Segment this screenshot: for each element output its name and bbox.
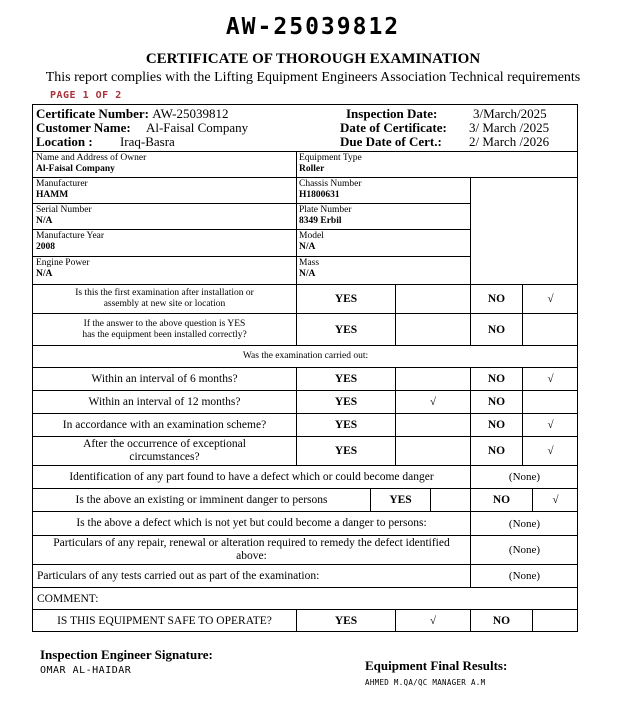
chassis-value: H1800631	[299, 190, 340, 200]
six-months-yes: YES	[334, 373, 358, 385]
safe-yes-tick: √	[429, 615, 437, 627]
installed-line-2: has the equipment been installed correctly?	[82, 329, 247, 340]
six-months-question: Within an interval of 6 months?	[91, 372, 238, 385]
installed-yes: YES	[334, 323, 358, 336]
plate-label: Plate Number	[299, 205, 352, 215]
model-cell	[299, 231, 324, 253]
signature-label: Inspection Engineer Signature:	[40, 647, 213, 662]
exceptional-question	[33, 437, 296, 465]
equipment-type-cell	[299, 153, 362, 175]
final-results-value: AHMED M.QA/QC MANAGER A.M	[365, 678, 486, 687]
scheme-no-tick: √	[547, 419, 554, 431]
location-label: Location :	[36, 134, 93, 149]
cert-number-value: AW-25039812	[152, 106, 229, 121]
due-date-label: Due Date of Cert.:	[340, 134, 442, 149]
first-exam-line-1: Is this the first examination after installation or	[75, 288, 254, 298]
repair-answer: (None)	[508, 544, 541, 556]
defect-id-answer: (None)	[508, 471, 541, 483]
manufacturer-value: HAMM	[36, 190, 69, 200]
equipment-type-label: Equipment Type	[299, 153, 362, 163]
safe-no: NO	[492, 615, 511, 627]
installed-no: NO	[487, 323, 506, 336]
owner-cell	[36, 153, 146, 175]
power-value: N/A	[36, 269, 53, 279]
tests-answer: (None)	[508, 570, 541, 582]
document-title: CERTIFICATE OF THOROUGH EXAMINATION	[145, 51, 481, 67]
final-results-label: Equipment Final Results:	[365, 658, 508, 673]
page-number: PAGE 1 OF 2	[50, 90, 122, 101]
first-exam-line-2: assembly at new site or location	[103, 299, 226, 309]
danger-question: Is the above an existing or imminent danger to persons	[75, 493, 328, 506]
signature-name: OMAR AL-HAIDAR	[40, 665, 132, 676]
twelve-months-yes-tick: √	[429, 396, 437, 408]
exceptional-line-1: After the occurrence of exceptional	[83, 438, 246, 450]
danger-no-tick: √	[552, 494, 559, 506]
twelve-months-question: Within an interval of 12 months?	[88, 395, 241, 408]
scheme-no: NO	[487, 419, 506, 431]
repair-question	[33, 536, 470, 564]
exceptional-no-tick: √	[547, 445, 554, 457]
power-label: Engine Power	[36, 258, 90, 268]
repair-line-1: Particulars of any repair, renewal or alteration required to remedy the defect identified	[53, 537, 450, 549]
twelve-months-yes: YES	[334, 396, 358, 408]
first-exam-no-tick: √	[547, 293, 554, 305]
exceptional-yes: YES	[334, 445, 358, 457]
cert-number-label: Certificate Number:	[36, 106, 149, 121]
safe-question: IS THIS EQUIPMENT SAFE TO OPERATE?	[57, 614, 272, 627]
customer-row	[36, 121, 248, 135]
comment-field: COMMENT:	[37, 592, 99, 605]
tests-question: Particulars of any tests carried out as part of the examination:	[37, 570, 320, 582]
location-value: Iraq-Basra	[119, 134, 175, 149]
first-exam-question	[33, 285, 296, 313]
mass-cell	[299, 258, 319, 280]
serial-cell	[36, 205, 92, 227]
year-label: Manufacture Year	[36, 231, 105, 241]
inspection-date-value: 3/March/2025	[473, 106, 547, 121]
customer-label: Customer Name:	[36, 120, 131, 135]
installed-question	[33, 314, 296, 345]
chassis-label: Chassis Number	[299, 179, 362, 189]
cert-date-label: Date of Certificate:	[340, 120, 447, 135]
manufacturer-label: Manufacturer	[36, 179, 88, 189]
mass-label: Mass	[299, 258, 320, 268]
safe-yes: YES	[334, 615, 358, 627]
six-months-no: NO	[487, 373, 506, 385]
equipment-type-value: Roller	[299, 164, 325, 174]
document-subtitle: This report complies with the Lifting Equipment Engineers Association Technical requirements	[45, 70, 581, 85]
carried-out-heading: Was the examination carried out:	[242, 351, 369, 361]
plate-value: 8349 Erbil	[299, 216, 342, 226]
defect-id-question: Identification of any part found to have a defect which or could become danger	[69, 470, 434, 483]
customer-value: Al-Faisal Company	[145, 120, 249, 135]
owner-value: Al-Faisal Company	[36, 164, 115, 174]
power-cell	[36, 258, 90, 280]
year-cell	[36, 231, 104, 253]
danger-no: NO	[492, 494, 511, 506]
serial-label: Serial Number	[36, 205, 92, 215]
danger-yes: YES	[389, 494, 412, 506]
future-defect-question: Is the above a defect which is not yet but could become a danger to persons:	[76, 517, 427, 529]
cert-date-value: 3/ March /2025	[469, 120, 550, 135]
chassis-cell	[299, 179, 362, 201]
inspection-date-label: Inspection Date:	[346, 106, 438, 121]
year-value: 2008	[36, 242, 55, 252]
owner-label: Name and Address of Owner	[36, 153, 147, 163]
twelve-months-no: NO	[487, 396, 506, 408]
certificate-code: AW-25039812	[225, 14, 401, 40]
future-defect-answer: (None)	[508, 517, 541, 530]
six-months-no-tick: √	[547, 373, 554, 385]
repair-line-2: above:	[236, 550, 267, 562]
cert-number-row	[36, 107, 228, 121]
location-row	[36, 135, 175, 149]
manufacturer-cell	[36, 179, 88, 201]
installed-line-1: If the answer to the above question is YES	[83, 318, 246, 329]
scheme-question: In accordance with an examination scheme?	[62, 418, 267, 431]
exceptional-no: NO	[487, 445, 506, 457]
due-date-value: 2/ March /2026	[469, 134, 550, 149]
serial-value: N/A	[36, 216, 53, 226]
plate-cell	[299, 205, 352, 227]
first-exam-yes: YES	[334, 293, 358, 305]
first-exam-no: NO	[487, 293, 506, 305]
model-value: N/A	[299, 242, 316, 252]
scheme-yes: YES	[334, 419, 358, 431]
model-label: Model	[299, 231, 324, 241]
exceptional-line-2: circumstances?	[129, 451, 200, 463]
mass-value: N/A	[299, 269, 316, 279]
